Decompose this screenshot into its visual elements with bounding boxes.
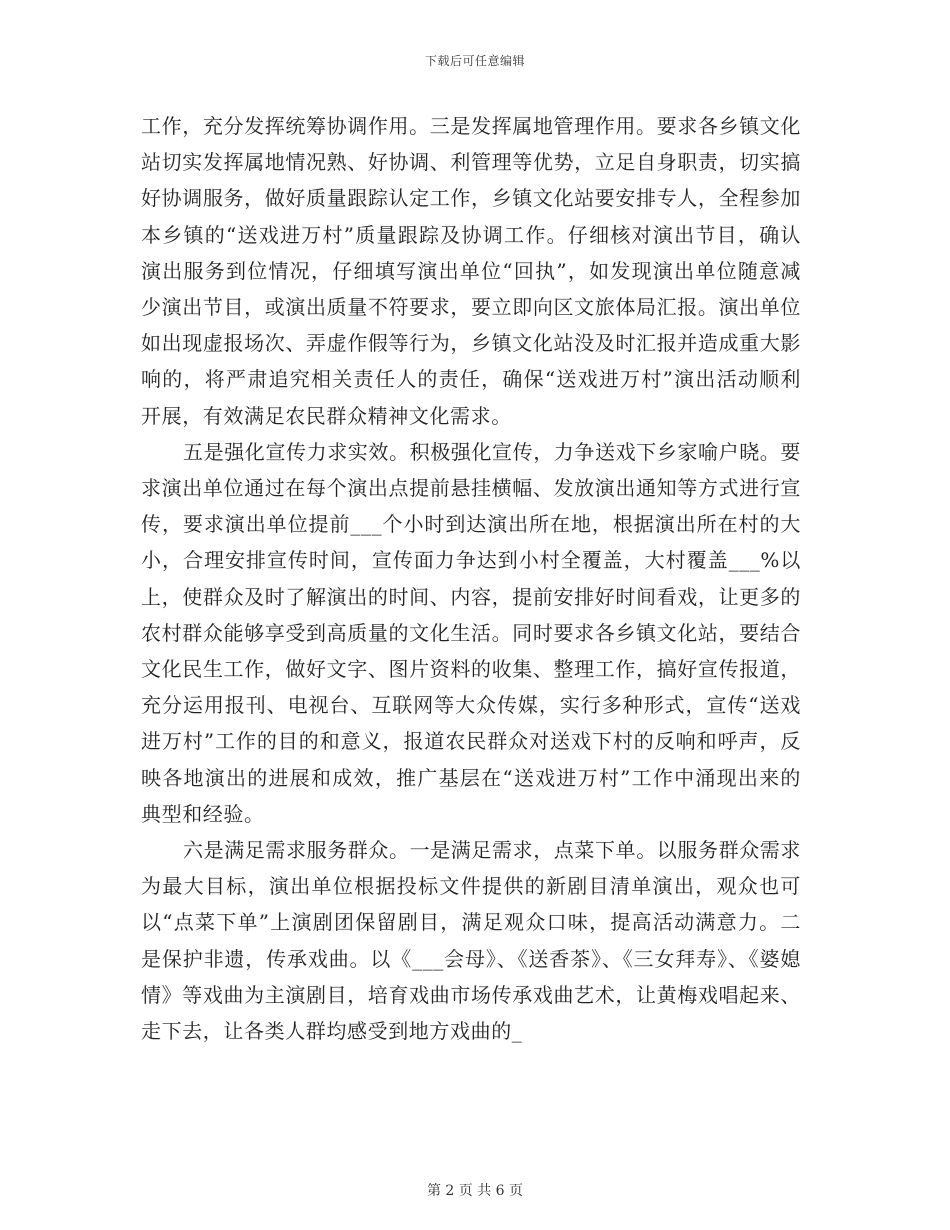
paragraph-publicity: 五是强化宣传力求实效。积极强化宣传，力争送戏下乡家喻户晓。要求演出单位通过在每个演出点提前悬挂横幅、发放演出通知等方式进行宣传，要求演出单位提前___个小时到达演出所在地，根据演出所在村的大小，合理安排宣传时间，宣传面力争达到小村全覆盖，大村覆盖___%以上，使群众及时了解演出的时间、内容，提前安排好时间看戏，让更多的农村群众能够享受到高质量的文化生活。同时要求各乡镇文化站，要结合文化民生工作，做好文字、图片资料的收集、整理工作，搞好宣传报道，充分运用报刊、电视台、互联网等大众传媒，实行多种形式，宣传“送戏进万村”工作的目的和意义，报道农民群众对送戏下村的反响和呼声，反映各地演出的进展和成效，推广基层在“送戏进万村”工作中涌现出来的典型和经验。 [141, 439, 801, 826]
page-header: 下载后可任意编辑 [424, 54, 525, 68]
paragraph-serve-public: 六是满足需求服务群众。一是满足需求，点菜下单。以服务群众需求为最大目标，演出单位根据投标文件提供的新剧目清单演出，观众也可以“点菜下单”上演剧团保留剧目，满足观众口味，提高活动满意力。二是保护非遗，传承戏曲。以《___会母》、《送香茶》、《三女拜寿》、《婆媳情》等戏曲为主演剧目，培育戏曲市场传承戏曲艺术，让黄梅戏唱起来、走下去，让各类人群均感受到地方戏曲的_ [141, 838, 801, 1044]
paragraph-continuation: 工作，充分发挥统筹协调作用。三是发挥属地管理作用。要求各乡镇文化站切实发挥属地情况熟、好协调、利管理等优势，立足自身职责，切实搞好协调服务，做好质量跟踪认定工作，乡镇文化站要安排专人，全程参加本乡镇的“送戏进万村”质量跟踪及协调工作。仔细核对演出节目，确认演出服务到位情况，仔细填写演出单位“回执”，如发现演出单位随意减少演出节目，或演出质量不符要求，要立即向区文旅体局汇报。演出单位如出现虚报场次、弄虚作假等行为，乡镇文化站没及时汇报并造成重大影响的，将严肃追究相关责任人的责任，确保“送戏进万村”演出活动顺利开展，有效满足农民群众精神文化需求。 [141, 114, 801, 428]
page-footer: 第 2 页 共 6 页 [426, 1183, 524, 1199]
document-body [141, 108, 801, 1049]
